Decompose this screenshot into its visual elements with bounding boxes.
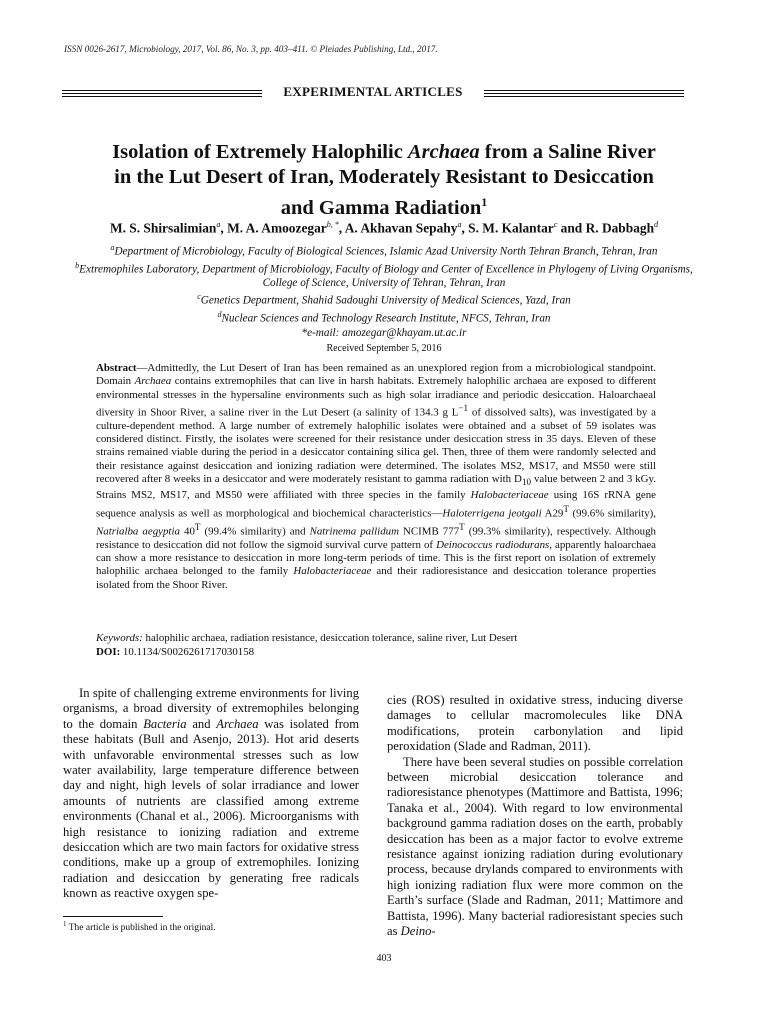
title-line-1: Isolation of Extremely Halophilic Archaea from a Saline River <box>112 141 656 163</box>
keywords: Keywords: halophilic archaea, radiation resistance, desiccation tolerance, saline river, Lut Desert <box>96 632 518 644</box>
author: A. Akhavan Sepahy <box>344 220 458 236</box>
email-link[interactable]: *e-mail: amozegar@khayam.ut.ac.ir <box>301 326 467 339</box>
paragraph: There have been several studies on possible correlation between microbial desiccation tolerance and radioresistance phenotypes (Mattimore and Battista, 1996; Tanaka et al., 2004). With regard to low environmental background gamma radiation doses on the earth, probably desiccation has been as a major factor to evolve extreme resistance against ionizing radiation during evolutionary process, because drylands compared to environments with high ionizing radiation flux were more common on the Earth’s surface (Slade and Radman, 2011; Mattimore and Battista, 1996). Many bacterial radioresistant species such as Deino- <box>387 754 683 939</box>
affiliation: $^a$Department of Microbiology, Faculty of Biological Sciences, Islamic Azad University North Tehran Branch, Tehran, Iran <box>110 243 658 258</box>
journal-citation: ISSN 0026-2617, Microbiology, 2017, Vol. 86, No. 3, pp. 403–411. © Pleiades Publishing, Ltd., 2017. <box>64 44 438 54</box>
paragraph: In spite of challenging extreme environments for living organisms, a broad diversity of extremophiles belonging to the domain Bacteria and Archaea was isolated from these habitats (Bull and Asenjo, 2013). Hot arid deserts with unfavorable environmental stresses such as low water availability, large temperature difference between day and night, high levels of solar irradiance and lower amounts of nutrients are classified among extreme environments (Chanal et al., 2006). Microorganisms with high resistance to ionizing radiation and extreme desiccation which are two main factors for oxidative stress conditions, make up a group of extremophiles. Ionizing radiation and desiccation by generating free radicals known as reactive oxygen spe- <box>63 686 359 901</box>
section-rule-right <box>484 90 684 99</box>
author: R. Dabbagh <box>585 220 655 236</box>
section-label: EXPERIMENTAL ARTICLES <box>283 84 463 99</box>
author-list: M. S. Shirsalimian$^a$, M. A. Amoozegar$^{b, *}$, A. Akhavan Sepahy$^a$, S. M. Kalantar$^c$ and R. Dabbagh$^d$ <box>109 220 659 236</box>
section-header <box>62 84 684 104</box>
title-footnote-mark: 1 <box>481 195 488 209</box>
doi-link[interactable]: 10.1134/S0026261717030158 <box>120 646 255 658</box>
affiliation: $^d$Nuclear Sciences and Technology Research Institute, NFCS, Tehran, Iran <box>217 310 551 325</box>
title-line-2: in the Lut Desert of Iran, Moderately Resistant to Desiccation <box>114 166 654 188</box>
body-column-left <box>63 686 359 902</box>
abstract: Abstract—Admittedly, the Lut Desert of Iran has been remained as an unexplored region from a microbiological standpoint. Domain Archaea contains extremophiles that can live in harsh habitats. Extremely halophilic archaea are exposed to different environmental stresses in the hypersaline environments such as high solar irradiance and periodic desiccation. Haloarchaeal diversity in Shoor River, a saline river in the Lut Desert (a salinity of 134.3 g $L^{-1}$ of dissolved salts), was investigated by a culture-dependent method. A large number of extremely halophilic isolates were obtained and a subset of 59 isolates was considered distinct. Firstly, the isolates were screened for their resistance under desiccation stress in 35 days. Eleven of these strains remained viable during the period in a desiccator containing silica gel. Then, three of them were randomly selected and their resistance against desiccation and ionizing radiation were determined. The isolates MS2, MS17, and MS50 were still recovered after 8 weeks in a desiccator and were moderately resistant to gamma radiation with $D_{10}$ value between 2 and 3 kGy. Strains MS2, MS17, and MS50 were affiliated with three species in the family Halobacteriaceae using 16S rRNA gene sequence analysis as well as morphological and biochemical characteristics—Haloterrigena jeotgali $A29^T$ (99.6% similarity), Natrialba aegyptia $40^T$ (99.4% similarity) and Natrinema pallidum NCIMB $777^T$ (99.3% similarity), respectively. Although resistance to desiccation did not follow the sigmoid survival curve pattern of Deinococcus radiodurans, apparently haloarchaea can show a more resistance to desiccation in more long-term periods of time. This is the first report on isolation of extremely halophilic archaea belonged to the family Halobacteriaceae and their radioresistance and desiccation tolerance properties isolated from the Shoor River. <box>96 362 657 591</box>
footnote-divider <box>63 916 163 917</box>
affiliations <box>64 241 704 356</box>
paragraph: cies (ROS) resulted in oxidative stress, inducing diverse damages to cellular macromolecules like DNA modifications, protein carbonylation and lipid peroxidation (Slade and Radman, 2011). <box>387 693 683 754</box>
received-date: Received September 5, 2016 <box>326 342 442 354</box>
body-column-right <box>387 693 683 940</box>
footnote: $^1$ The article is published in the original. <box>63 920 216 934</box>
author: S. M. Kalantar <box>468 220 554 236</box>
affiliation: $^c$Genetics Department, Shahid Sadoughi University of Medical Sciences, Yazd, Iran <box>197 292 571 308</box>
doi: DOI: 10.1134/S0026261717030158 <box>96 646 255 658</box>
page-number: 403 <box>376 953 392 964</box>
article-title <box>64 140 704 221</box>
affiliation: $^b$Extremophiles Laboratory, Department of Microbiology, Faculty of Biology and Center of Excellence in Phylogeny of Living Organisms, College of Science, University of Tehran, Tehran, Iran <box>75 260 693 290</box>
author: M. S. Shirsalimian <box>109 220 217 236</box>
keywords-block <box>96 631 656 659</box>
title-line-3: and Gamma Radiation$^1$ <box>280 195 488 219</box>
author: M. A. Amoozegar <box>227 220 327 236</box>
